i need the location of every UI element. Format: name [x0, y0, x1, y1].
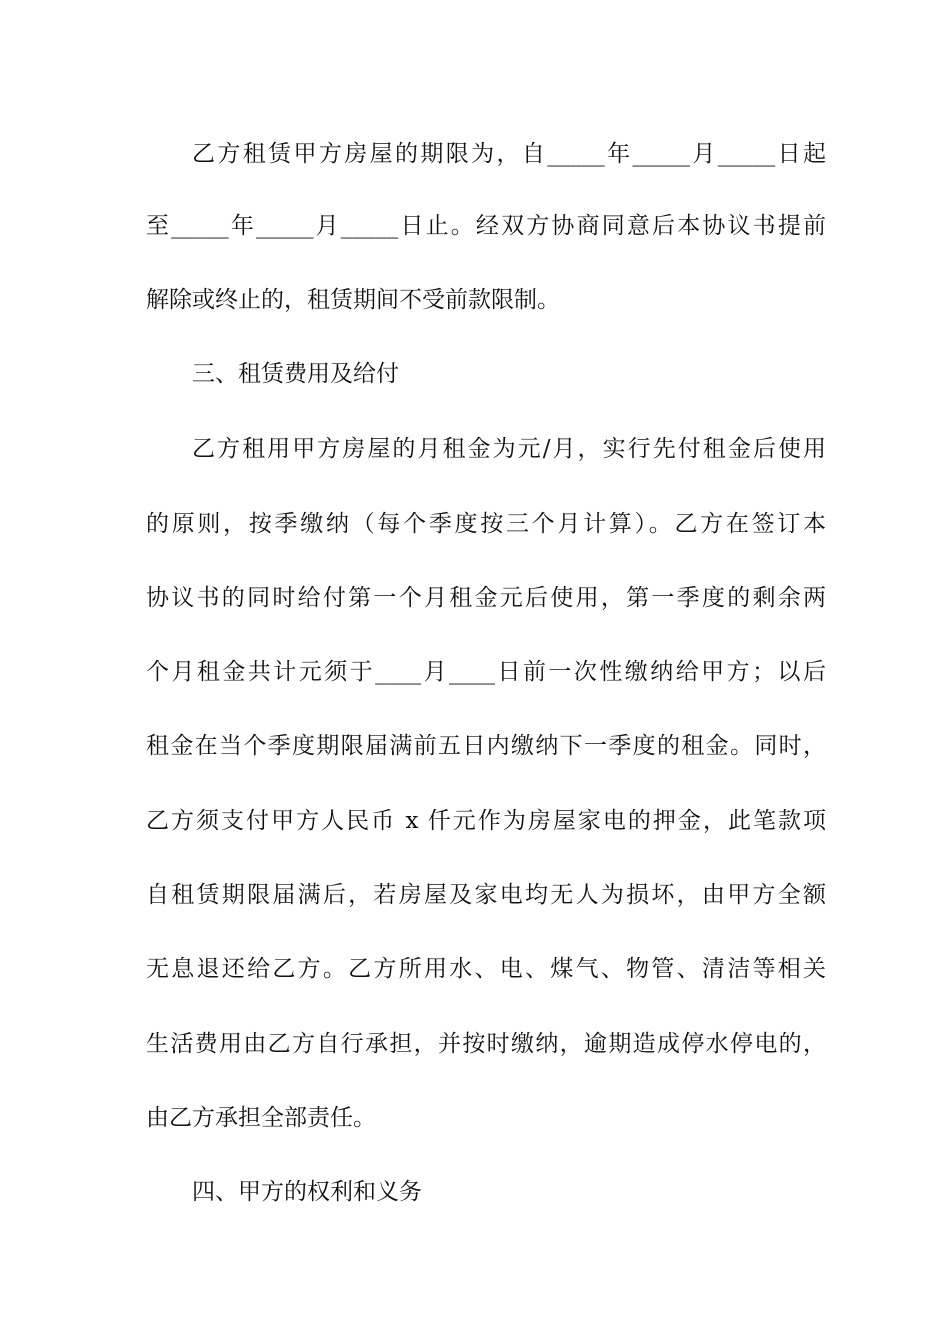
rent-line-6: 乙方须支付甲方人民币 x 仟元作为房屋家电的押金，此笔款项 [146, 808, 826, 834]
section-heading-rent: 三、租赁费用及给付 [192, 361, 399, 387]
rent-line-1: 乙方租用甲方房屋的月租金为元/月，实行先付租金后使用 [192, 436, 826, 462]
rent-line-2: 的原则，按季缴纳（每个季度按三个月计算）。乙方在签订本 [146, 511, 826, 537]
term-line-1: 乙方租赁甲方房屋的期限为，自_____年_____月_____日起 [192, 141, 826, 167]
term-line-2: 至_____年_____月_____日止。经双方协商同意后本协议书提前 [146, 213, 826, 239]
rent-line-8: 无息退还给乙方。乙方所用水、电、煤气、物管、清洁等相关 [146, 956, 826, 982]
rent-line-7: 自租赁期限届满后，若房屋及家电均无人为损坏，由甲方全额 [146, 882, 826, 908]
section-heading-lessor-rights: 四、甲方的权利和义务 [192, 1179, 422, 1205]
term-line-3: 解除或终止的，租赁期间不受前款限制。 [146, 287, 560, 313]
rent-line-5: 租金在当个季度期限届满前五日内缴纳下一季度的租金。同时， [146, 733, 826, 759]
rent-line-9: 生活费用由乙方自行承担，并按时缴纳，逾期造成停水停电的， [146, 1031, 826, 1057]
rent-line-3: 协议书的同时给付第一个月租金元后使用，第一季度的剩余两 [146, 585, 826, 611]
rent-line-4: 个月租金共计元须于____月____日前一次性缴纳给甲方；以后 [146, 659, 826, 685]
rent-line-10: 由乙方承担全部责任。 [146, 1105, 376, 1131]
